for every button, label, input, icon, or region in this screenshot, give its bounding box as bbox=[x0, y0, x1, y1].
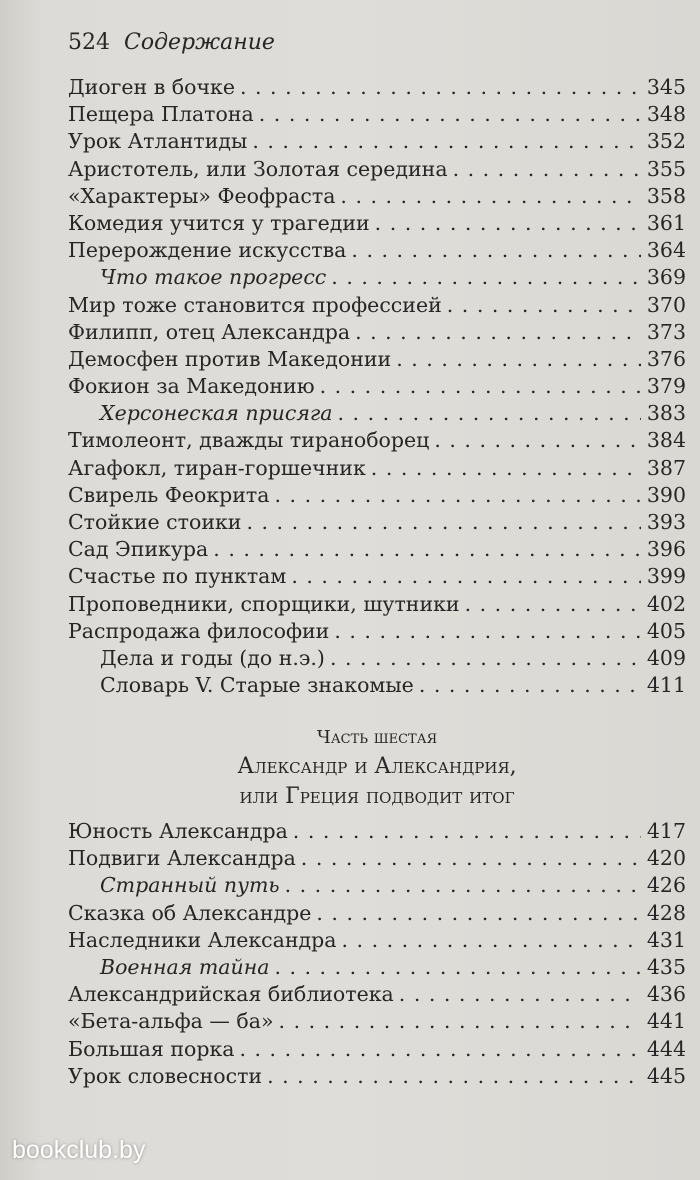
toc-entry-title: Наследники Александра bbox=[68, 927, 337, 952]
toc-entry-title: Счастье по пунктам bbox=[68, 564, 287, 589]
toc-entry bbox=[68, 400, 686, 427]
toc-entry bbox=[68, 183, 686, 210]
toc-entry-title: Комедия учится у трагедии bbox=[68, 210, 370, 235]
dot-leader bbox=[351, 237, 641, 264]
toc-entry-page: 402 bbox=[646, 591, 686, 616]
dot-leader bbox=[279, 1008, 641, 1035]
dot-leader bbox=[259, 101, 641, 128]
dot-leader bbox=[240, 74, 641, 101]
toc-entry-page: 393 bbox=[646, 510, 686, 534]
toc-entry bbox=[68, 237, 686, 264]
toc-entry-title: Стойкие стоики bbox=[68, 510, 242, 534]
toc-entry-page: 409 bbox=[646, 645, 686, 670]
toc-entry-page: 411 bbox=[646, 673, 686, 698]
toc-entry bbox=[68, 900, 686, 927]
toc-entry bbox=[68, 1036, 686, 1063]
toc-entry bbox=[68, 319, 686, 346]
toc-entry bbox=[68, 927, 686, 954]
dot-leader bbox=[291, 563, 641, 590]
dot-leader bbox=[355, 319, 641, 346]
dot-leader bbox=[246, 509, 641, 536]
toc-entry-title: Подвиги Александра bbox=[68, 846, 296, 871]
toc-entry-title: Военная тайна bbox=[100, 954, 270, 979]
toc-entry-page: 370 bbox=[646, 292, 686, 317]
running-title: Содержание bbox=[124, 30, 275, 55]
toc-entry-title: Перерождение искусства bbox=[68, 238, 347, 263]
toc-entry-page: 358 bbox=[646, 183, 686, 208]
toc-entry-page: 373 bbox=[646, 319, 686, 344]
toc-entry-page: 369 bbox=[646, 265, 686, 290]
toc-entry-title: Странный путь bbox=[100, 873, 280, 898]
toc-entry bbox=[68, 645, 686, 672]
toc-entry-page: 420 bbox=[646, 846, 686, 871]
toc-entry bbox=[68, 101, 686, 128]
toc-entry-page: 352 bbox=[646, 129, 686, 154]
toc-entry bbox=[68, 563, 686, 590]
dot-leader bbox=[316, 900, 641, 927]
toc-entry-page: 396 bbox=[646, 537, 686, 562]
dot-leader bbox=[375, 210, 641, 237]
toc-entry-title: Урок словесности bbox=[68, 1063, 263, 1088]
dot-leader bbox=[330, 645, 641, 672]
toc-entry bbox=[68, 872, 686, 899]
dot-leader bbox=[293, 818, 641, 845]
toc-entry-title: Агафокл, тиран-горшечник bbox=[68, 455, 366, 480]
toc-entry bbox=[68, 128, 686, 155]
toc-entry bbox=[68, 482, 686, 509]
toc-entry bbox=[68, 672, 686, 699]
dot-leader bbox=[267, 1063, 641, 1090]
watermark-text: bookclub.by bbox=[12, 1136, 146, 1164]
toc-entry-page: 431 bbox=[646, 927, 686, 952]
toc-entry bbox=[68, 373, 686, 400]
toc-entry bbox=[68, 536, 686, 563]
dot-leader bbox=[447, 292, 641, 319]
dot-leader bbox=[453, 156, 641, 183]
page-number: 524 bbox=[68, 30, 110, 55]
toc-entry-page: 348 bbox=[646, 102, 686, 127]
toc-entry-page: 355 bbox=[646, 156, 686, 181]
toc-entry bbox=[68, 845, 686, 872]
running-header bbox=[68, 30, 275, 66]
toc-entry-title: Тимолеонт, дважды тираноборец bbox=[68, 428, 430, 453]
dot-leader bbox=[419, 672, 641, 699]
dot-leader bbox=[434, 427, 641, 454]
toc-entry-page: 426 bbox=[646, 873, 686, 898]
toc-entry bbox=[68, 156, 686, 183]
dot-leader bbox=[239, 1036, 641, 1063]
dot-leader bbox=[371, 455, 641, 482]
toc-entry-title: Большая порка bbox=[68, 1036, 235, 1061]
toc-entry-page: 428 bbox=[646, 900, 686, 925]
dot-leader bbox=[252, 128, 641, 155]
toc-entry-title: «Характеры» Феофраста bbox=[68, 183, 336, 208]
toc-entry-title: Дела и годы (до н.э.) bbox=[100, 645, 325, 670]
toc-entry-page: 399 bbox=[646, 564, 686, 589]
toc-entry-title: Сад Эпикура bbox=[68, 537, 209, 562]
dot-leader bbox=[275, 482, 642, 509]
toc-entry-page: 379 bbox=[646, 374, 686, 399]
toc-entry-title: Александрийская библиотека bbox=[68, 982, 394, 1007]
toc-entry-title: Херсонеская присяга bbox=[100, 401, 333, 426]
toc-entry bbox=[68, 210, 686, 237]
dot-leader bbox=[340, 183, 641, 210]
toc-entry-page: 445 bbox=[646, 1063, 686, 1088]
toc-list-part-six bbox=[68, 818, 686, 1090]
toc-entry-title: Аристотель, или Золотая середина bbox=[68, 156, 448, 181]
toc-entry-title: Проповедники, спорщики, шутники bbox=[68, 591, 460, 616]
toc-entry-page: 390 bbox=[646, 482, 686, 507]
toc-entry-page: 345 bbox=[646, 75, 686, 99]
toc-entry bbox=[68, 591, 686, 618]
dot-leader bbox=[331, 264, 641, 291]
dot-leader bbox=[285, 872, 641, 899]
toc-entry-title: Пещера Платона bbox=[68, 102, 254, 127]
toc-entry-title: Мир тоже становится профессией bbox=[68, 292, 442, 317]
toc-entry bbox=[68, 292, 686, 319]
toc-entry bbox=[68, 618, 686, 645]
toc-entry bbox=[68, 264, 686, 291]
dot-leader bbox=[396, 346, 641, 373]
toc-entry bbox=[68, 455, 686, 482]
dot-leader bbox=[320, 373, 641, 400]
dot-leader bbox=[399, 981, 641, 1008]
toc-entry bbox=[68, 818, 686, 845]
toc-entry-page: 387 bbox=[646, 455, 686, 480]
toc-entry bbox=[68, 954, 686, 981]
toc-entry bbox=[68, 346, 686, 373]
toc-entry-page: 436 bbox=[646, 982, 686, 1007]
toc-entry-title: Юность Александра bbox=[68, 819, 288, 843]
toc-entry-page: 435 bbox=[646, 954, 686, 979]
toc-entry-title: Свирель Феокрита bbox=[68, 482, 270, 507]
part-title-line-2: или Греция подводит итог bbox=[239, 784, 515, 809]
toc-list-part-five bbox=[68, 74, 686, 699]
toc-entry bbox=[68, 509, 686, 536]
toc-entry-title: Филипп, отец Александра bbox=[68, 319, 351, 344]
part-label: Часть шестая bbox=[316, 727, 438, 748]
toc-entry-title: Словарь V. Старые знакомые bbox=[100, 673, 414, 698]
toc-entry-page: 405 bbox=[646, 618, 686, 643]
dot-leader bbox=[334, 618, 641, 645]
toc-entry-page: 444 bbox=[646, 1036, 686, 1061]
toc-entry-page: 384 bbox=[646, 428, 686, 453]
toc-entry-title: Урок Атлантиды bbox=[68, 129, 248, 154]
toc-entry bbox=[68, 1063, 686, 1090]
toc-entry-page: 376 bbox=[646, 346, 686, 371]
toc-entry-title: Фокион за Македонию bbox=[68, 374, 315, 399]
toc-entry-title: Сказка об Александре bbox=[68, 900, 312, 925]
toc-entry-title: Демосфен против Македонии bbox=[68, 346, 392, 371]
toc-entry bbox=[68, 74, 686, 101]
dot-leader bbox=[274, 954, 641, 981]
dot-leader bbox=[338, 400, 641, 427]
dot-leader bbox=[301, 845, 641, 872]
part-six-heading bbox=[68, 724, 686, 812]
toc-entry bbox=[68, 1008, 686, 1035]
part-title-line-1: Александр и Александрия, bbox=[237, 754, 517, 779]
dot-leader bbox=[213, 536, 641, 563]
toc-entry bbox=[68, 427, 686, 454]
toc-entry-title: «Бета-альфа — ба» bbox=[68, 1009, 274, 1034]
toc-entry-title: Распродажа философии bbox=[68, 618, 330, 643]
toc-entry-page: 417 bbox=[646, 819, 686, 843]
toc-entry-title: Что такое прогресс bbox=[100, 265, 327, 290]
toc-entry-page: 361 bbox=[646, 210, 686, 235]
toc-entry-title: Диоген в бочке bbox=[68, 75, 235, 99]
dot-leader bbox=[465, 591, 641, 618]
toc-entry-page: 441 bbox=[646, 1009, 686, 1034]
dot-leader bbox=[342, 927, 641, 954]
toc-entry-page: 383 bbox=[646, 401, 686, 426]
toc-entry bbox=[68, 981, 686, 1008]
toc-entry-page: 364 bbox=[646, 238, 686, 263]
